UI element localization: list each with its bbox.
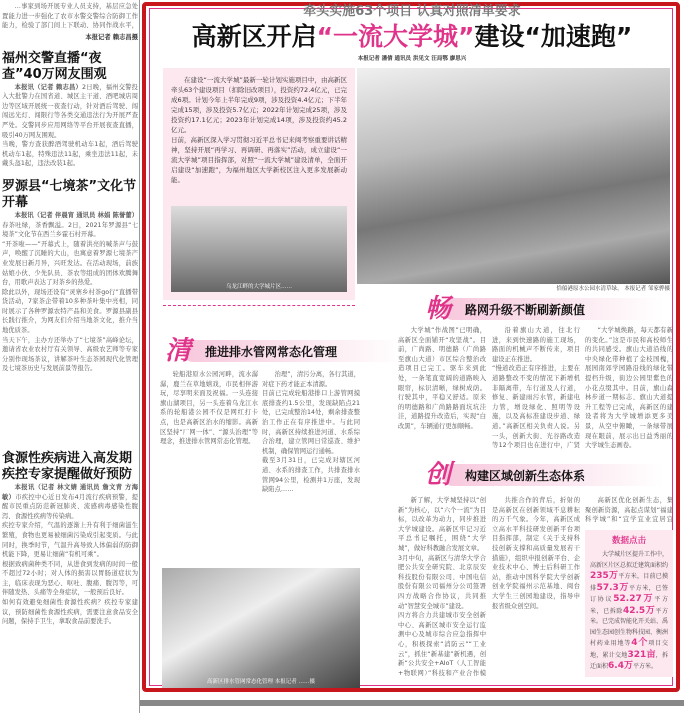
paragraph: “开茶啦——”开幕式上，随着洪亮的喊茶声与鼓声，唤醒了沉睡的大山，也寓意着罗源七境茶产业发展日新月异，兴旺发达。在活动现场，前族姑娘小伙、少先队员、茶农等组成的团体欢腾舞台，用歌声表达了对茶乡的热爱。 bbox=[2, 240, 138, 287]
article-1 bbox=[2, 51, 138, 169]
river-park-photo bbox=[357, 68, 670, 284]
paragraph: 共推合作的背后，折射的是高新区在创新领域不息耕耘的万千气象。今年，高新区成立高水平科技研发创新平台项目指挥部，制定《关于支持科技创新支撑和高质量发展若干措施》，组织申报创新平台、企业技术中心、博士后科研工作站，推动中国科学院大学创新创业学院福州示范基地、闽台大学生三创园地建设，指导申报省级众创空间。 bbox=[492, 497, 580, 610]
headline-highlight: “一流大学城” bbox=[316, 22, 475, 51]
photo-caption: 乌龙江畔的大学城片区…… bbox=[225, 284, 292, 290]
section-glyph: 清 bbox=[165, 336, 192, 366]
text-column bbox=[492, 326, 580, 451]
data-text-segment: 大学城片区提升工作中，高新区片区总拟迁建筑面积约 bbox=[590, 551, 669, 569]
paragraph: 目前已完成轮船港排口上游管网摸底排查约1.5公里，发现缺陷点21处，已完成整治14处，剩余排查整治工作正在有序推进中。与此同时，高新区持续推进河道、水系综合治理，建立管网日常巡查、维护机制，确保管网运行通畅。 bbox=[262, 390, 360, 455]
paragraph: “慢道改造正有序推进，主要在道路整改不变的情况下新增机非隔离带，车行道及人行道，修复、新建雨污水管，新建电力管，增设绿化、照明等设施，以及高标准建设步道、绿道。”高新区相关负责人说。另一头，创新大街、光谷路改造等12个项目也在进行中，广贤 bbox=[492, 365, 580, 450]
paragraph: 四方将合力共建城市安全创新中心、高新区城市安全运行监测中心及城市综合应急指挥中心，积极探索“消防云”“工业云”，抓住“新基建”新机遇，创新“公共安全+AIoT（人工智能+物联网）”科技和产业合作模 bbox=[398, 612, 486, 677]
paragraph: 市疾控中心近日发布4月流行疾病预警，提醒市民重点防范新冠肺炎、流感病毒感染性腹泻、食源性疾病等传染病。 bbox=[2, 493, 138, 520]
section-heading-innovation bbox=[425, 460, 665, 490]
data-box-title: 数据点击 bbox=[611, 536, 646, 546]
top-byline: 本报记者 赖志昌摄 bbox=[85, 34, 138, 41]
section-heading-roads bbox=[425, 294, 665, 324]
text-column: 大学城“作战图”已明确，高新区全面铺开“攻坚战”。目前，广尚路、明德路（广尚路至旗山大道）市区综合整治改造项目已完工。驱车来到此处，一条笔直宽阔的道路映入眼帘，标识清晰，绿树成荫。行驶其中，平稳又舒适。原来的明德路和广尚路路面坑坑洼洼，道路提升改造后，实现“白改黑”，车辆通行更加顺畅。 bbox=[398, 327, 486, 430]
data-text-segment: 平方米，已拆除 bbox=[590, 596, 668, 615]
dashed-divider bbox=[163, 305, 355, 306]
article-3 bbox=[2, 451, 138, 685]
paragraph: 沿着旗山大道，往北行进，来到快速路的施工现场，路面的机械声不断传来，项目建设正在推进。 bbox=[492, 327, 580, 363]
data-text-segment: 平方米，目前已摸排 bbox=[590, 573, 668, 592]
paragraph: 除此以外，现场还设有“灵寨乡村茶go行”直播带货活动，7家茶企带着10多种茶叶集中亮相，同时展示了各种罗源农特产品和美食。罗源县副县长践行推介，为网友们介绍当地茶文化，推介当地优质茶。 bbox=[2, 288, 138, 335]
paragraph: 截至3月31日，已完成对辖区河道、水系的排查工作，共排查排水管网94公里，检测井1万座，发现缺陷点…… bbox=[262, 457, 360, 494]
text-column: 轮船港原水公园河畔，流水潺潺，鹿兰在草地嬉戏，市民相伴游玩，尽享明来面及祝福。一头连接旗山湖项目，另一头连着乌龙江水系的轮船港公园不仅是网红打卡点，也是高新区治水的缩影。高新区坚持“厂网一体”、“源头治理”等理念，推进排水管网常态化管理。 bbox=[160, 371, 258, 446]
paragraph: 当天下午，主办方还举办了“七境茶”高峰论坛，邀请省农业农村厅有关领导、高级农艺师等专家分别作现场茶议，讲解茶叶生态茶园现代化管理及七境茶历史与发展前景等报告。 bbox=[2, 336, 138, 373]
article-title: 食源性疾病进入高发期 疾控专家提醒做好预防 bbox=[2, 450, 133, 482]
data-text-segment: 平方米，已签订协议 bbox=[590, 584, 668, 603]
section-glyph: 畅 bbox=[425, 294, 452, 324]
paragraph: 新了解，大学城坚持以“创新”为核心，以“六个一流”为目标，以改革为动力，同步推进大学城建设。高新区牢记习近平总书记嘱托，围绕“大学城”，做好科教融合发展文章。 bbox=[398, 497, 486, 552]
data-box-text bbox=[590, 550, 668, 673]
data-figure: 321亩 bbox=[627, 649, 656, 660]
text-column: 高新区优化创新生态，集聚创新资源，高起点谋划“福建科学城”和“宜学宜业宜居宜 bbox=[585, 497, 673, 524]
sewer-truck-photo bbox=[162, 568, 360, 688]
paragraph: 3月中旬，高新区与清华大学合肥公共安全研究院、北京辰安科技股份有限公司、中国电信股份有限公司福州分公司签署四方战略合作协议，共同推动“智慧安全城市”建设。 bbox=[398, 554, 486, 610]
section-glyph: 创 bbox=[425, 460, 452, 490]
column-divider bbox=[139, 0, 140, 713]
photo-caption: 恰船港原水公园水清草绿。 本报记者 邹家骅摄 bbox=[556, 286, 670, 292]
text-column: “大学城焕路，每天都有新的变化。”这是市民和高校师生的共同感受。旗山大道沿线的中央绿化带种植了金枝国槐，展园南郊学园路沿线的绿化带提档升级，街边公园里紫色的小花点缀其中。目前，旗山森林步道一期标志、旗山大道提升工程等已完成，高新区的建设者将为大学城增添更多美景，从空中俯瞰，一条绿带展现在眼前，展示出日益秀丽的大学城生态画卷。 bbox=[585, 327, 673, 450]
section-title: 路网升级不断刷新颜值 bbox=[465, 303, 586, 317]
byline: 本报记者 潘倩 通讯员 洪见文 汪局鄂 廖思兴 bbox=[357, 56, 467, 62]
data-text-segment: 项目交地，累计交地 bbox=[590, 640, 668, 659]
top-text: …事家到场开展专业人员支持，基层应急处置能力进一步强化了农市水警交警综合防御工作能力，检验了部门间上下联动、协同作战水平， bbox=[2, 3, 138, 30]
article-title: 罗源县“七境茶”文化节开幕 bbox=[2, 178, 137, 210]
section-heading-drainage bbox=[165, 336, 395, 366]
article-2 bbox=[2, 179, 138, 441]
intro-paragraph: 在建设“一流大学城”最新一轮计划实施项目中，由高新区牵头63个建设项目（扣除旧改项目），投资约72.4亿元，已完成6项。计划今年上半年完成9项，涉及投资4.4亿元；下半年完成15项，涉及投资5.7亿元；2022年计划完成25项，涉及投资约17.1亿元；2023年计划完成14项，涉及投资约45.2亿元。 bbox=[171, 76, 347, 134]
paragraph: 疾控专家介绍，气温的逐渐上升有利于细菌滋生繁殖，食物也更易被细菌污染成引起变质。与此同时，换季时节，气温升高导致人体偏弱的防御机能下降，更易让细菌“有机可乘”。 bbox=[2, 522, 138, 559]
photo-caption: 高新区排水管网常态化管理 本报记者 ……摄 bbox=[207, 679, 315, 685]
section-title: 构建区域创新生态体系 bbox=[465, 469, 586, 483]
data-text-segment: 平方米。 bbox=[632, 663, 657, 670]
headline-part: 建设“加速跑” bbox=[474, 22, 633, 51]
bottom-rule bbox=[140, 700, 684, 706]
article-byline: 本报讯（记者 林文婧 通讯员 詹文青 方海敏） bbox=[2, 483, 138, 501]
kicker: 牵头实施63个项目 认真对照清单要求 bbox=[303, 4, 521, 19]
paragraph: 如何有效避免细菌性食源性疾病？疾控专家建议，预防细菌性食源性疾病，需要注意食品安全问题，保持手卫生，拿取食品前要洗手。 bbox=[2, 599, 138, 626]
data-figure: 57.3万 bbox=[596, 582, 630, 593]
paragraph: 春茶吐绿，茶香飘溢。2日，2021年罗源县“七境茶”文化节在西兰乡霍石村开幕。 bbox=[2, 221, 138, 239]
article-title: 福州交警直播“夜查”40万网友围观 bbox=[2, 50, 107, 82]
data-figure: 4个 bbox=[631, 638, 649, 648]
paragraph: 2日晚，福州交警投入大批警力在国省道、城区主干道、酒吧城店周边等区域开展统一夜查行动，针对酒后驾驶、闯闯远光灯、闯限行等各类交通违法行为开展严查严处。交警同步应用网络等平台开展夜查直播，吸引40万网友围观。 bbox=[2, 83, 138, 139]
data-figure: 42.5万 bbox=[622, 605, 656, 616]
section-title: 推进排水管网常态化管理 bbox=[205, 345, 338, 359]
data-figure: 6.4万 bbox=[608, 661, 633, 671]
left-column bbox=[2, 2, 138, 711]
text-column bbox=[492, 496, 580, 678]
campus-photo bbox=[171, 206, 347, 292]
headline bbox=[150, 22, 674, 51]
paragraph: 治理”，清污分离，各行其道，对症下药才能正本清源。 bbox=[262, 371, 360, 388]
text-column bbox=[398, 496, 486, 678]
article-byline: 本报讯（记者 赖志昌） bbox=[14, 83, 82, 91]
data-box bbox=[585, 530, 673, 677]
intro-paragraph: 日前，高新区深入学习贯彻习近平总书记来闽考察重要讲话精神，坚持开展“再学习、再调研、再落实”活动，成立建设“一流大学城”项目指挥部，对照“一流大学城”建设清单，全面开启建设“加速跑”，为福州地区大学新校区注入更多发展新动能。 bbox=[171, 136, 347, 184]
paragraph: 根据致病菌种类不同，从进食到发病的时间一般不超过72小时；对人体的损害以胃肠道症状为主，临床表现为恶心、呕吐、腹痛、腹泻等，可伴随发热、头痛等全身症状，一般预后良好。 bbox=[2, 560, 138, 597]
headline-part: 高新区开启 bbox=[191, 22, 317, 51]
data-figure: 52.27万 bbox=[613, 594, 655, 604]
data-text-segment: 平方米。已完成智能化开关站、禹园生态园创生物科技园、衡洲村药业用地等 bbox=[590, 607, 669, 647]
intro-box bbox=[163, 68, 355, 300]
article-byline: 本报讯（记者 伴晨宵 通讯员 林娟 陈誉蕾） bbox=[14, 211, 138, 219]
paragraph: 当晚，警方查获醉酒驾驶机动车1起，酒后驾驶机动车1起，特殊违法11起，乘坐违法11起，未戴头盔1起，违法改装1起。 bbox=[2, 141, 138, 168]
data-figure: 235万 bbox=[590, 571, 619, 581]
text-column bbox=[262, 370, 360, 562]
data-text-segment: ，拆迁面积 bbox=[590, 651, 668, 670]
